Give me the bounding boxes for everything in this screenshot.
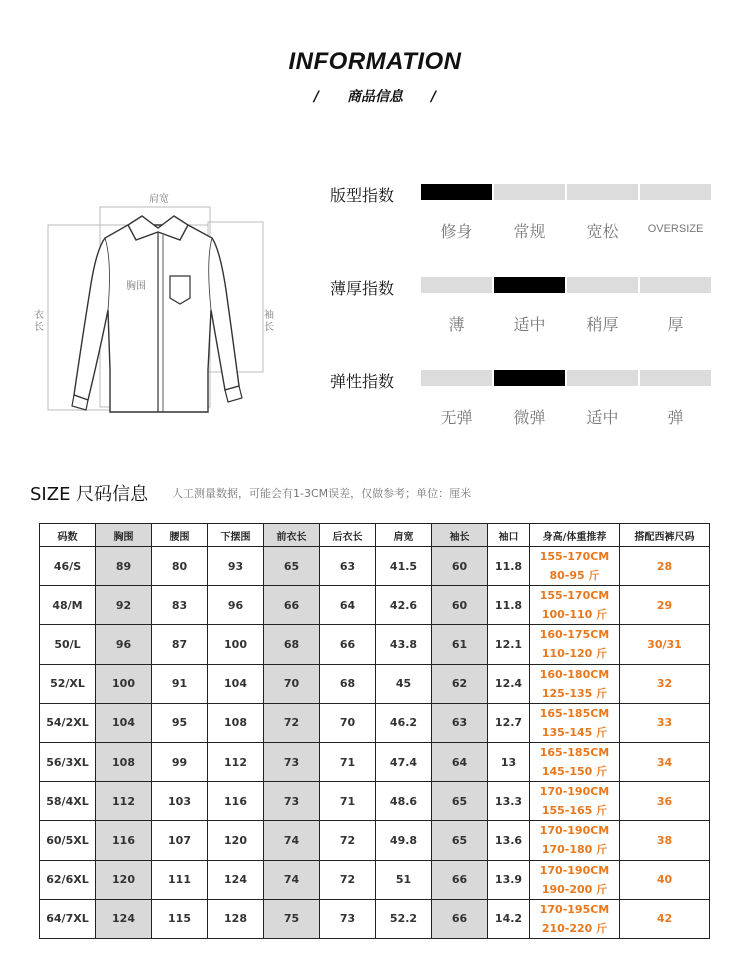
elasticity-seg-1 — [421, 370, 492, 386]
cell-waist: 91 — [152, 664, 208, 703]
fit-index-bar — [421, 184, 711, 200]
cell-front-length: 74 — [264, 860, 320, 899]
cell-back-length: 66 — [320, 625, 376, 664]
elasticity-seg-3 — [567, 370, 638, 386]
table-row — [40, 899, 710, 938]
cell-front-length: 75 — [264, 899, 320, 938]
cell-chest: 116 — [96, 821, 152, 860]
header-pants-size: 搭配西裤尺码 — [620, 524, 710, 547]
cell-size: 54/2XL — [40, 703, 96, 742]
cell-shoulder: 48.6 — [376, 782, 432, 821]
table-row — [40, 742, 710, 781]
cell-cuff: 12.4 — [488, 664, 530, 703]
cell-shoulder: 43.8 — [376, 625, 432, 664]
header-chest: 胸围 — [96, 524, 152, 547]
cell-chest: 92 — [96, 586, 152, 625]
subtitle-slash-right: / — [431, 89, 437, 105]
thickness-index-bar — [421, 277, 711, 293]
fit-seg-4 — [640, 184, 711, 200]
height-range: 165-185CM — [539, 746, 610, 760]
cell-sleeve: 60 — [432, 547, 488, 586]
cell-shoulder: 49.8 — [376, 821, 432, 860]
fit-label-2: 常规 — [513, 222, 546, 241]
thickness-index-name: 薄厚指数 — [330, 279, 395, 298]
cell-waist: 107 — [152, 821, 208, 860]
length-label: 衣长 — [34, 310, 44, 333]
cell-cuff: 13.9 — [488, 860, 530, 899]
height-range: 155-170CM — [539, 550, 610, 564]
sleeve-label: 袖长 — [264, 310, 274, 333]
height-range: 170-190CM — [539, 824, 610, 838]
table-row — [40, 703, 710, 742]
cell-height-weight — [530, 703, 620, 742]
cell-front-length: 72 — [264, 703, 320, 742]
cell-pants-size: 30/31 — [620, 625, 710, 664]
fit-seg-2 — [494, 184, 565, 200]
subtitle-text: 商品信息 — [347, 89, 403, 105]
weight-range: 190-200 斤 — [541, 882, 608, 896]
cell-sleeve: 63 — [432, 703, 488, 742]
height-range: 170-195CM — [539, 902, 610, 916]
thickness-label-4: 厚 — [667, 315, 684, 334]
cell-chest: 120 — [96, 860, 152, 899]
header-sleeve: 袖长 — [432, 524, 488, 547]
page-title: INFORMATION — [288, 48, 462, 75]
cell-pants-size: 29 — [620, 586, 710, 625]
cell-hem: 120 — [208, 821, 264, 860]
cell-size: 52/XL — [40, 664, 96, 703]
cell-cuff: 11.8 — [488, 547, 530, 586]
cell-height-weight — [530, 860, 620, 899]
cell-front-length: 73 — [264, 742, 320, 781]
header-hem: 下摆围 — [208, 524, 264, 547]
cell-hem: 108 — [208, 703, 264, 742]
cell-hem: 96 — [208, 586, 264, 625]
fit-seg-1 — [421, 184, 492, 200]
cell-back-length: 63 — [320, 547, 376, 586]
elasticity-seg-4 — [640, 370, 711, 386]
size-section-note: 人工测量数据，可能会有1-3CM误差，仅做参考；单位：厘米 — [172, 487, 472, 500]
cell-hem: 100 — [208, 625, 264, 664]
table-row — [40, 860, 710, 899]
cell-chest: 108 — [96, 742, 152, 781]
weight-range: 170-180 斤 — [541, 843, 608, 857]
cell-chest: 112 — [96, 782, 152, 821]
fit-seg-3 — [567, 184, 638, 200]
cell-front-length: 65 — [264, 547, 320, 586]
cell-waist: 95 — [152, 703, 208, 742]
fit-index-name: 版型指数 — [330, 186, 395, 205]
elasticity-label-4: 弹 — [667, 408, 684, 427]
cell-chest: 104 — [96, 703, 152, 742]
cell-shoulder: 51 — [376, 860, 432, 899]
size-table-header — [40, 524, 710, 547]
cell-back-length: 71 — [320, 742, 376, 781]
cell-pants-size: 33 — [620, 703, 710, 742]
cell-pants-size: 32 — [620, 664, 710, 703]
cell-shoulder: 45 — [376, 664, 432, 703]
cell-chest: 96 — [96, 625, 152, 664]
chest-label: 胸围 — [126, 281, 146, 292]
cell-sleeve: 64 — [432, 742, 488, 781]
thickness-label-1: 薄 — [448, 315, 465, 334]
cell-sleeve: 66 — [432, 860, 488, 899]
cell-sleeve: 60 — [432, 586, 488, 625]
weight-range: 125-135 斤 — [541, 686, 608, 700]
cell-sleeve: 61 — [432, 625, 488, 664]
cell-shoulder: 46.2 — [376, 703, 432, 742]
height-range: 170-190CM — [539, 785, 610, 799]
thickness-seg-2 — [494, 277, 565, 293]
cell-front-length: 74 — [264, 821, 320, 860]
fit-label-1: 修身 — [440, 222, 473, 241]
table-row — [40, 821, 710, 860]
cell-size: 64/7XL — [40, 899, 96, 938]
table-row — [40, 586, 710, 625]
fit-label-3: 宽松 — [586, 222, 619, 241]
cell-front-length: 68 — [264, 625, 320, 664]
shoulder-label: 肩宽 — [149, 194, 169, 205]
size-table — [39, 523, 710, 939]
elasticity-index-labels — [421, 405, 711, 428]
cell-hem: 104 — [208, 664, 264, 703]
fit-label-4: OVERSIZE — [647, 223, 704, 235]
cell-waist: 103 — [152, 782, 208, 821]
thickness-index-labels — [421, 312, 711, 335]
size-section-title: SIZE 尺码信息 — [30, 484, 149, 505]
weight-range: 135-145 斤 — [541, 725, 608, 739]
header-waist: 腰围 — [152, 524, 208, 547]
elasticity-label-1: 无弹 — [440, 408, 473, 427]
cell-size: 48/M — [40, 586, 96, 625]
cell-cuff: 14.2 — [488, 899, 530, 938]
cell-cuff: 12.1 — [488, 625, 530, 664]
cell-cuff: 13 — [488, 742, 530, 781]
weight-range: 110-120 斤 — [541, 647, 608, 661]
cell-size: 56/3XL — [40, 742, 96, 781]
elasticity-label-2: 微弹 — [513, 408, 546, 427]
cell-sleeve: 65 — [432, 821, 488, 860]
cell-hem: 128 — [208, 899, 264, 938]
weight-range: 100-110 斤 — [541, 608, 608, 622]
table-row — [40, 664, 710, 703]
table-row — [40, 782, 710, 821]
elasticity-seg-2 — [494, 370, 565, 386]
cell-height-weight — [530, 821, 620, 860]
cell-pants-size: 36 — [620, 782, 710, 821]
height-range: 155-170CM — [539, 589, 610, 603]
weight-range: 145-150 斤 — [541, 765, 608, 779]
shirt-illustration — [30, 180, 290, 420]
cell-waist: 87 — [152, 625, 208, 664]
cell-height-weight — [530, 664, 620, 703]
cell-size: 46/S — [40, 547, 96, 586]
cell-cuff: 13.6 — [488, 821, 530, 860]
cell-back-length: 72 — [320, 821, 376, 860]
elasticity-label-3: 适中 — [586, 408, 619, 427]
shirt-measurement-diagram — [30, 180, 290, 420]
elasticity-index-bar — [421, 370, 711, 386]
cell-back-length: 71 — [320, 782, 376, 821]
cell-waist: 83 — [152, 586, 208, 625]
cell-height-weight — [530, 899, 620, 938]
height-range: 160-175CM — [539, 628, 610, 642]
weight-range: 210-220 斤 — [541, 921, 608, 935]
cell-front-length: 73 — [264, 782, 320, 821]
cell-pants-size: 42 — [620, 899, 710, 938]
cell-shoulder: 52.2 — [376, 899, 432, 938]
cell-hem: 124 — [208, 860, 264, 899]
cell-size: 60/5XL — [40, 821, 96, 860]
header-back-length: 后衣长 — [320, 524, 376, 547]
cell-cuff: 11.8 — [488, 586, 530, 625]
cell-height-weight — [530, 586, 620, 625]
cell-size: 50/L — [40, 625, 96, 664]
cell-waist: 115 — [152, 899, 208, 938]
cell-height-weight — [530, 742, 620, 781]
cell-waist: 111 — [152, 860, 208, 899]
cell-pants-size: 38 — [620, 821, 710, 860]
thickness-seg-1 — [421, 277, 492, 293]
cell-shoulder: 47.4 — [376, 742, 432, 781]
cell-back-length: 64 — [320, 586, 376, 625]
thickness-seg-4 — [640, 277, 711, 293]
weight-range: 155-165 斤 — [541, 804, 608, 818]
thickness-label-2: 适中 — [513, 315, 546, 334]
cell-sleeve: 66 — [432, 899, 488, 938]
cell-chest: 124 — [96, 899, 152, 938]
table-row — [40, 547, 710, 586]
header-cuff: 袖口 — [488, 524, 530, 547]
cell-hem: 112 — [208, 742, 264, 781]
cell-size: 62/6XL — [40, 860, 96, 899]
cell-back-length: 72 — [320, 860, 376, 899]
fit-index-labels — [421, 219, 711, 242]
thickness-label-3: 稍厚 — [586, 315, 619, 334]
cell-sleeve: 65 — [432, 782, 488, 821]
height-range: 170-190CM — [539, 863, 610, 877]
cell-size: 58/4XL — [40, 782, 96, 821]
cell-front-length: 70 — [264, 664, 320, 703]
cell-shoulder: 41.5 — [376, 547, 432, 586]
cell-chest: 100 — [96, 664, 152, 703]
subtitle-slash-left: / — [313, 89, 319, 105]
height-range: 165-185CM — [539, 706, 610, 720]
header-size: 码数 — [40, 524, 96, 547]
cell-pants-size: 28 — [620, 547, 710, 586]
elasticity-index-name: 弹性指数 — [330, 372, 395, 391]
cell-height-weight — [530, 782, 620, 821]
cell-waist: 99 — [152, 742, 208, 781]
cell-cuff: 13.3 — [488, 782, 530, 821]
cell-back-length: 68 — [320, 664, 376, 703]
cell-pants-size: 40 — [620, 860, 710, 899]
cell-cuff: 12.7 — [488, 703, 530, 742]
cell-waist: 80 — [152, 547, 208, 586]
cell-height-weight — [530, 547, 620, 586]
table-row — [40, 625, 710, 664]
cell-back-length: 73 — [320, 899, 376, 938]
header-height-weight: 身高/体重推荐 — [530, 524, 620, 547]
cell-chest: 89 — [96, 547, 152, 586]
header-front-length: 前衣长 — [264, 524, 320, 547]
page-subtitle — [0, 86, 750, 106]
weight-range: 80-95 斤 — [549, 569, 600, 583]
header-shoulder: 肩宽 — [376, 524, 432, 547]
cell-front-length: 66 — [264, 586, 320, 625]
cell-hem: 93 — [208, 547, 264, 586]
cell-hem: 116 — [208, 782, 264, 821]
cell-back-length: 70 — [320, 703, 376, 742]
cell-pants-size: 34 — [620, 742, 710, 781]
thickness-seg-3 — [567, 277, 638, 293]
cell-height-weight — [530, 625, 620, 664]
height-range: 160-180CM — [539, 667, 610, 681]
cell-shoulder: 42.6 — [376, 586, 432, 625]
cell-sleeve: 62 — [432, 664, 488, 703]
